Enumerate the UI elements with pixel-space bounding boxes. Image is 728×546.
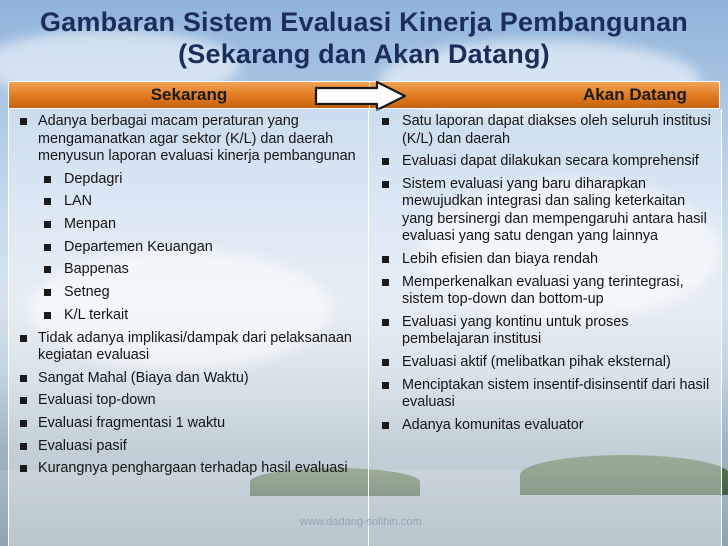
list-item-text: Menciptakan sistem insentif-disinsentif dari hasil evaluasi (402, 376, 710, 411)
list-item (18, 370, 360, 388)
list-item (376, 113, 712, 148)
list-item-text: LAN (64, 193, 92, 210)
list-item-text: Evaluasi yang kontinu untuk proses pembelajaran institusi (402, 313, 629, 348)
list-item-text: Evaluasi fragmentasi 1 waktu (38, 415, 226, 432)
bullet-icon (44, 266, 51, 273)
bullet-icon (382, 158, 389, 165)
bullet-icon (20, 397, 27, 404)
list-item-text: Evaluasi dapat dilakukan secara komprehensif (402, 153, 699, 170)
bullet-icon (382, 359, 389, 366)
sub-list-item (18, 216, 360, 234)
list-item-text: Evaluasi aktif (melibatkan pihak eksternal) (402, 354, 671, 371)
list-item-text: Adanya komunitas evaluator (402, 417, 584, 433)
bullet-icon (20, 118, 27, 125)
list-item (376, 354, 712, 372)
list-item (18, 113, 360, 166)
list-item-text: Kurangnya penghargaan terhadap hasil evaluasi (38, 460, 348, 477)
list-item-text: Sangat Mahal (Biaya dan Waktu) (38, 369, 249, 386)
list-item-text: Lebih efisien dan biaya rendah (402, 251, 599, 268)
bullet-icon (20, 443, 27, 450)
bullet-icon (44, 244, 51, 251)
header-akan-datang (369, 82, 721, 108)
sub-list-item (18, 284, 360, 302)
bullet-icon (20, 335, 27, 342)
list-item (18, 415, 360, 433)
bullet-icon (20, 420, 27, 427)
title-line-2: (Sekarang dan Akan Datang) (178, 39, 550, 69)
bullet-icon (382, 279, 389, 286)
list-item-text: Evaluasi top-down (38, 392, 156, 409)
bullet-icon (44, 289, 51, 296)
watermark: www.dadang-solihin.com (300, 516, 422, 528)
header-sekarang: Sekarang (150, 85, 228, 104)
list-item-text: Bappenas (64, 261, 129, 278)
right-arrow-icon (313, 80, 409, 112)
slide-title (0, 6, 728, 70)
list-item-text: Satu laporan dapat diakses oleh seluruh institusi (K/L) dan daerah (402, 113, 711, 147)
list-item-text: Setneg (64, 284, 110, 301)
list-item (376, 417, 712, 435)
bullet-icon (20, 465, 27, 472)
list-item-text: Departemen Keuangan (64, 238, 213, 255)
list-item (18, 438, 360, 456)
sub-list-item (18, 261, 360, 279)
list-item (376, 377, 712, 412)
bullet-icon (382, 382, 389, 389)
title-line-1: Gambaran Sistem Evaluasi Kinerja Pembangunan (39, 7, 689, 37)
sub-list-item (18, 307, 360, 325)
bullet-icon (382, 422, 389, 429)
list-item (18, 330, 360, 365)
bullet-icon (44, 221, 51, 228)
list-item (376, 274, 712, 309)
bullet-icon (44, 198, 51, 205)
list-item (376, 176, 712, 246)
sub-list-item (18, 239, 360, 257)
sub-list-item (18, 193, 360, 211)
header-akan-datang-label: Akan Datang (583, 85, 687, 104)
list-item-text: Tidak adanya implikasi/dampak dari pelaksanaan kegiatan evaluasi (38, 329, 352, 363)
bullet-icon (382, 319, 389, 326)
future-condition-list (376, 113, 712, 440)
list-item-text: Depdagri (64, 170, 123, 187)
list-item (376, 314, 712, 349)
current-condition-list (18, 113, 360, 483)
column-divider (368, 109, 369, 546)
bullet-icon (44, 176, 51, 183)
list-item-text: Memperkenalkan evaluasi yang terintegrasi, sistem top-down dan bottom-up (402, 273, 684, 308)
list-item-text: Adanya berbagai macam peraturan yang mengamanatkan agar sektor (K/L) dan daerah menyusun laporan evaluasi kinerja pembangunan (38, 113, 356, 164)
sub-list-item (18, 171, 360, 189)
list-item-text: Menpan (64, 216, 117, 233)
bullet-icon (382, 118, 389, 125)
bullet-icon (44, 312, 51, 319)
list-item-text: Evaluasi pasif (38, 437, 127, 454)
list-item-text: K/L terkait (64, 306, 129, 323)
bullet-icon (382, 181, 389, 188)
bullet-icon (20, 375, 27, 382)
bullet-icon (382, 256, 389, 263)
list-item-text: Sistem evaluasi yang baru diharapkan mewujudkan integrasi dan saling keterkaitan yang bersinergi dan mempengaruhi antara hasil evaluasi yang satu dengan yang lainnya (402, 175, 707, 245)
list-item (18, 392, 360, 410)
list-item (376, 153, 712, 171)
list-item (376, 251, 712, 269)
list-item (18, 460, 360, 478)
